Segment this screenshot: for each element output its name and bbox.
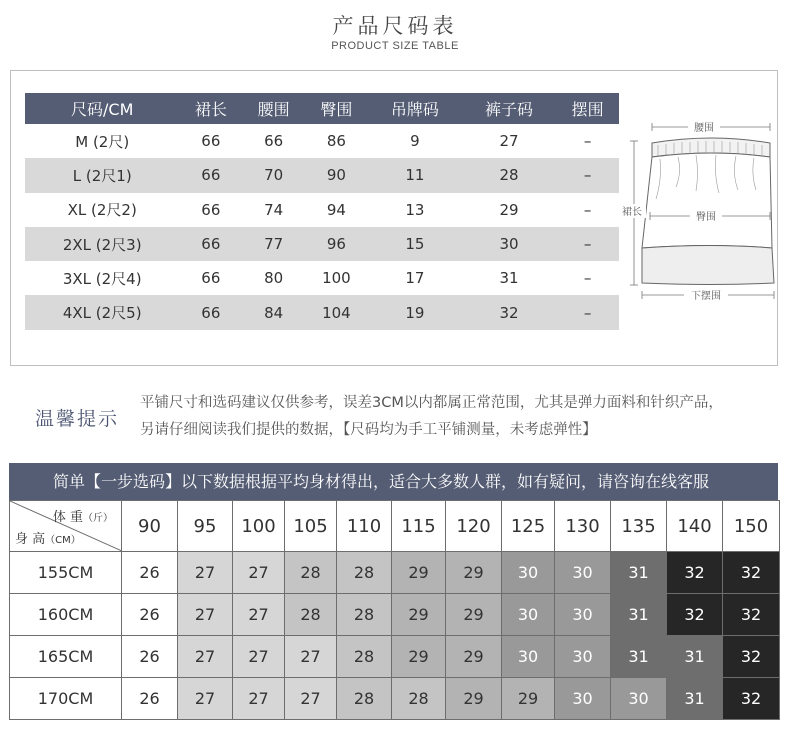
size-cell: 66	[179, 158, 242, 192]
height-cell: 155CM	[10, 552, 122, 594]
waist-label: 腰围	[694, 123, 714, 134]
fit-size-cell: 28	[337, 594, 392, 636]
size-cell: 13	[405, 200, 425, 219]
weight-cell: 95	[178, 501, 233, 552]
size-cell: 19	[368, 295, 462, 329]
size-cell: 96	[305, 227, 368, 261]
size-table-row	[25, 295, 619, 329]
size-cell: 100	[322, 269, 351, 288]
size-table	[25, 93, 619, 330]
fit-size-cell: 31	[611, 552, 667, 594]
size-cell: 29	[499, 200, 519, 219]
fit-size-cell: 31	[611, 636, 667, 678]
fit-size-cell: 30	[555, 678, 611, 720]
size-table-header-row	[25, 93, 619, 124]
weight-axis-unit: （斤）	[83, 513, 113, 524]
size-cell: 4XL (2尺5)	[25, 295, 179, 329]
weight-cell: 120	[446, 501, 502, 552]
size-cell: –	[556, 295, 619, 329]
size-cell: 28	[462, 158, 556, 192]
weight-cell: 140	[667, 501, 723, 552]
fit-size-cell: 31	[667, 678, 723, 720]
size-cell: 66	[179, 295, 242, 329]
fit-size-cell: 28	[337, 678, 392, 720]
fit-size-cell: 27	[178, 678, 233, 720]
fit-size-cell: 27	[233, 594, 285, 636]
size-cell: 66	[201, 200, 221, 219]
length-label: 裙长	[622, 207, 642, 218]
waist-measure	[652, 120, 770, 134]
fit-size-cell: 30	[502, 594, 555, 636]
fit-size-cell: 29	[502, 678, 555, 720]
size-table-row	[25, 193, 619, 227]
size-header-cell: 臀围	[305, 93, 368, 124]
size-cell: –	[583, 200, 592, 219]
tips-line: 另请仔细阅读我们提供的数据，【尺码均为手工平铺测量，未考虑弹性】	[140, 422, 597, 438]
fit-size-cell: 28	[392, 678, 446, 720]
size-cell: 15	[368, 227, 462, 261]
fit-size-cell: 31	[611, 594, 667, 636]
size-table-row	[25, 261, 619, 295]
fit-size-cell: 27	[233, 552, 285, 594]
fit-size-cell: 27	[178, 636, 233, 678]
weight-cell: 115	[392, 501, 446, 552]
tips-text	[140, 390, 780, 444]
fit-size-cell: 29	[446, 636, 502, 678]
weight-header-row	[10, 501, 780, 552]
fit-size-cell: 27	[233, 636, 285, 678]
size-cell: –	[556, 227, 619, 261]
weight-cell: 125	[502, 501, 555, 552]
size-cell: 27	[499, 132, 519, 151]
height-axis-text: 身 高	[15, 532, 46, 547]
size-cell: 86	[326, 132, 346, 151]
size-header-cell: 裙长	[179, 93, 242, 124]
size-header-cell: 尺码/CM	[25, 93, 179, 124]
size-cell: –	[556, 158, 619, 192]
size-table-row	[25, 227, 619, 261]
fit-size-cell: 27	[285, 678, 337, 720]
hem-measure	[642, 288, 774, 302]
weight-cell: 150	[723, 501, 780, 552]
size-header-cell: 裤子码	[462, 93, 556, 124]
size-cell: 17	[405, 269, 425, 288]
size-cell: 104	[305, 295, 368, 329]
weight-axis-label	[53, 506, 113, 525]
size-cell: L (2尺1)	[25, 158, 179, 192]
weight-cell: 135	[611, 501, 667, 552]
fit-size-cell: 28	[285, 552, 337, 594]
size-cell: 66	[201, 269, 221, 288]
corner-cell	[10, 501, 122, 552]
weight-cell: 100	[233, 501, 285, 552]
fit-size-cell: 30	[555, 636, 611, 678]
fit-size-cell: 27	[178, 552, 233, 594]
size-cell: 84	[242, 295, 305, 329]
fit-table-row	[10, 678, 780, 720]
tips-title: 温馨提示	[35, 408, 120, 430]
tips-line: 平铺尺寸和选码建议仅供参考，误差3CM以内都属正常范围，尤其是弹力面料和针织产品，	[140, 395, 723, 411]
size-header-cell: 腰围	[242, 93, 305, 124]
fit-size-cell: 29	[446, 552, 502, 594]
size-cell: 3XL (2尺4)	[62, 269, 142, 288]
weight-axis-text: 体 重	[52, 510, 83, 525]
hem-label: 下摆围	[691, 291, 721, 302]
size-cell: XL (2尺2)	[67, 201, 137, 220]
fit-size-cell: 29	[392, 636, 446, 678]
height-cell: 165CM	[10, 636, 122, 678]
skirt-diagram	[620, 115, 780, 305]
weight-cell: 105	[285, 501, 337, 552]
fit-size-cell: 29	[446, 594, 502, 636]
fit-size-cell: 29	[392, 552, 446, 594]
fit-table-banner: 简单【一步选码】以下数据根据平均身材得出，适合大多数人群，如有疑问，请咨询在线客服	[9, 463, 778, 500]
size-cell: 32	[462, 295, 556, 329]
fit-size-cell: 32	[723, 636, 780, 678]
size-cell: 90	[305, 158, 368, 192]
height-cell: 160CM	[10, 594, 122, 636]
size-cell: –	[583, 132, 592, 151]
size-table-row	[25, 158, 619, 192]
fit-size-cell: 32	[723, 594, 780, 636]
fit-size-cell: 28	[337, 636, 392, 678]
fit-table	[9, 500, 780, 720]
fit-size-cell: 32	[667, 552, 723, 594]
fit-size-cell: 29	[392, 594, 446, 636]
page-subtitle: PRODUCT SIZE TABLE	[331, 40, 459, 52]
height-cell: 170CM	[10, 678, 122, 720]
fit-size-cell: 31	[667, 636, 723, 678]
size-cell: 74	[264, 200, 284, 219]
fit-size-cell: 32	[667, 594, 723, 636]
fit-size-cell: 26	[122, 678, 178, 720]
height-axis-label	[15, 528, 81, 547]
fit-size-cell: 30	[555, 594, 611, 636]
size-cell: 77	[242, 227, 305, 261]
size-cell: 66	[264, 132, 284, 151]
size-cell: –	[583, 269, 592, 288]
size-cell: 80	[264, 269, 284, 288]
page-header	[0, 12, 790, 52]
size-cell: 31	[499, 269, 519, 288]
size-cell: 66	[201, 132, 221, 151]
size-cell: 2XL (2尺3)	[25, 227, 179, 261]
fit-size-cell: 30	[611, 678, 667, 720]
weight-cell: 110	[337, 501, 392, 552]
size-cell: 70	[242, 158, 305, 192]
size-header-cell: 摆围	[556, 93, 619, 124]
size-table-row	[25, 124, 619, 158]
fit-size-cell: 28	[285, 594, 337, 636]
fit-size-cell: 28	[337, 552, 392, 594]
fit-table-row	[10, 636, 780, 678]
size-cell: 94	[326, 200, 346, 219]
fit-size-cell: 30	[502, 552, 555, 594]
fit-size-cell: 32	[723, 552, 780, 594]
fit-size-cell: 30	[555, 552, 611, 594]
fit-size-cell: 26	[122, 636, 178, 678]
fit-table-row	[10, 552, 780, 594]
fit-size-cell: 26	[122, 552, 178, 594]
fit-size-cell: 32	[723, 678, 780, 720]
fit-table-row	[10, 594, 780, 636]
fit-size-cell: 27	[178, 594, 233, 636]
size-cell: 66	[179, 227, 242, 261]
size-header-cell: 吊牌码	[368, 93, 462, 124]
fit-size-cell: 30	[502, 636, 555, 678]
weight-cell: 130	[555, 501, 611, 552]
hip-label: 臀围	[696, 212, 716, 223]
fit-size-cell: 27	[285, 636, 337, 678]
size-cell: 30	[462, 227, 556, 261]
size-cell: 9	[410, 132, 420, 151]
height-axis-unit: （CM）	[45, 535, 81, 546]
fit-size-cell: 29	[446, 678, 502, 720]
size-cell: 11	[368, 158, 462, 192]
fit-size-cell: 27	[233, 678, 285, 720]
weight-cell: 90	[122, 501, 178, 552]
fit-size-cell: 26	[122, 594, 178, 636]
size-cell: M (2尺)	[75, 132, 130, 151]
page-title: 产品尺码表	[332, 14, 458, 38]
